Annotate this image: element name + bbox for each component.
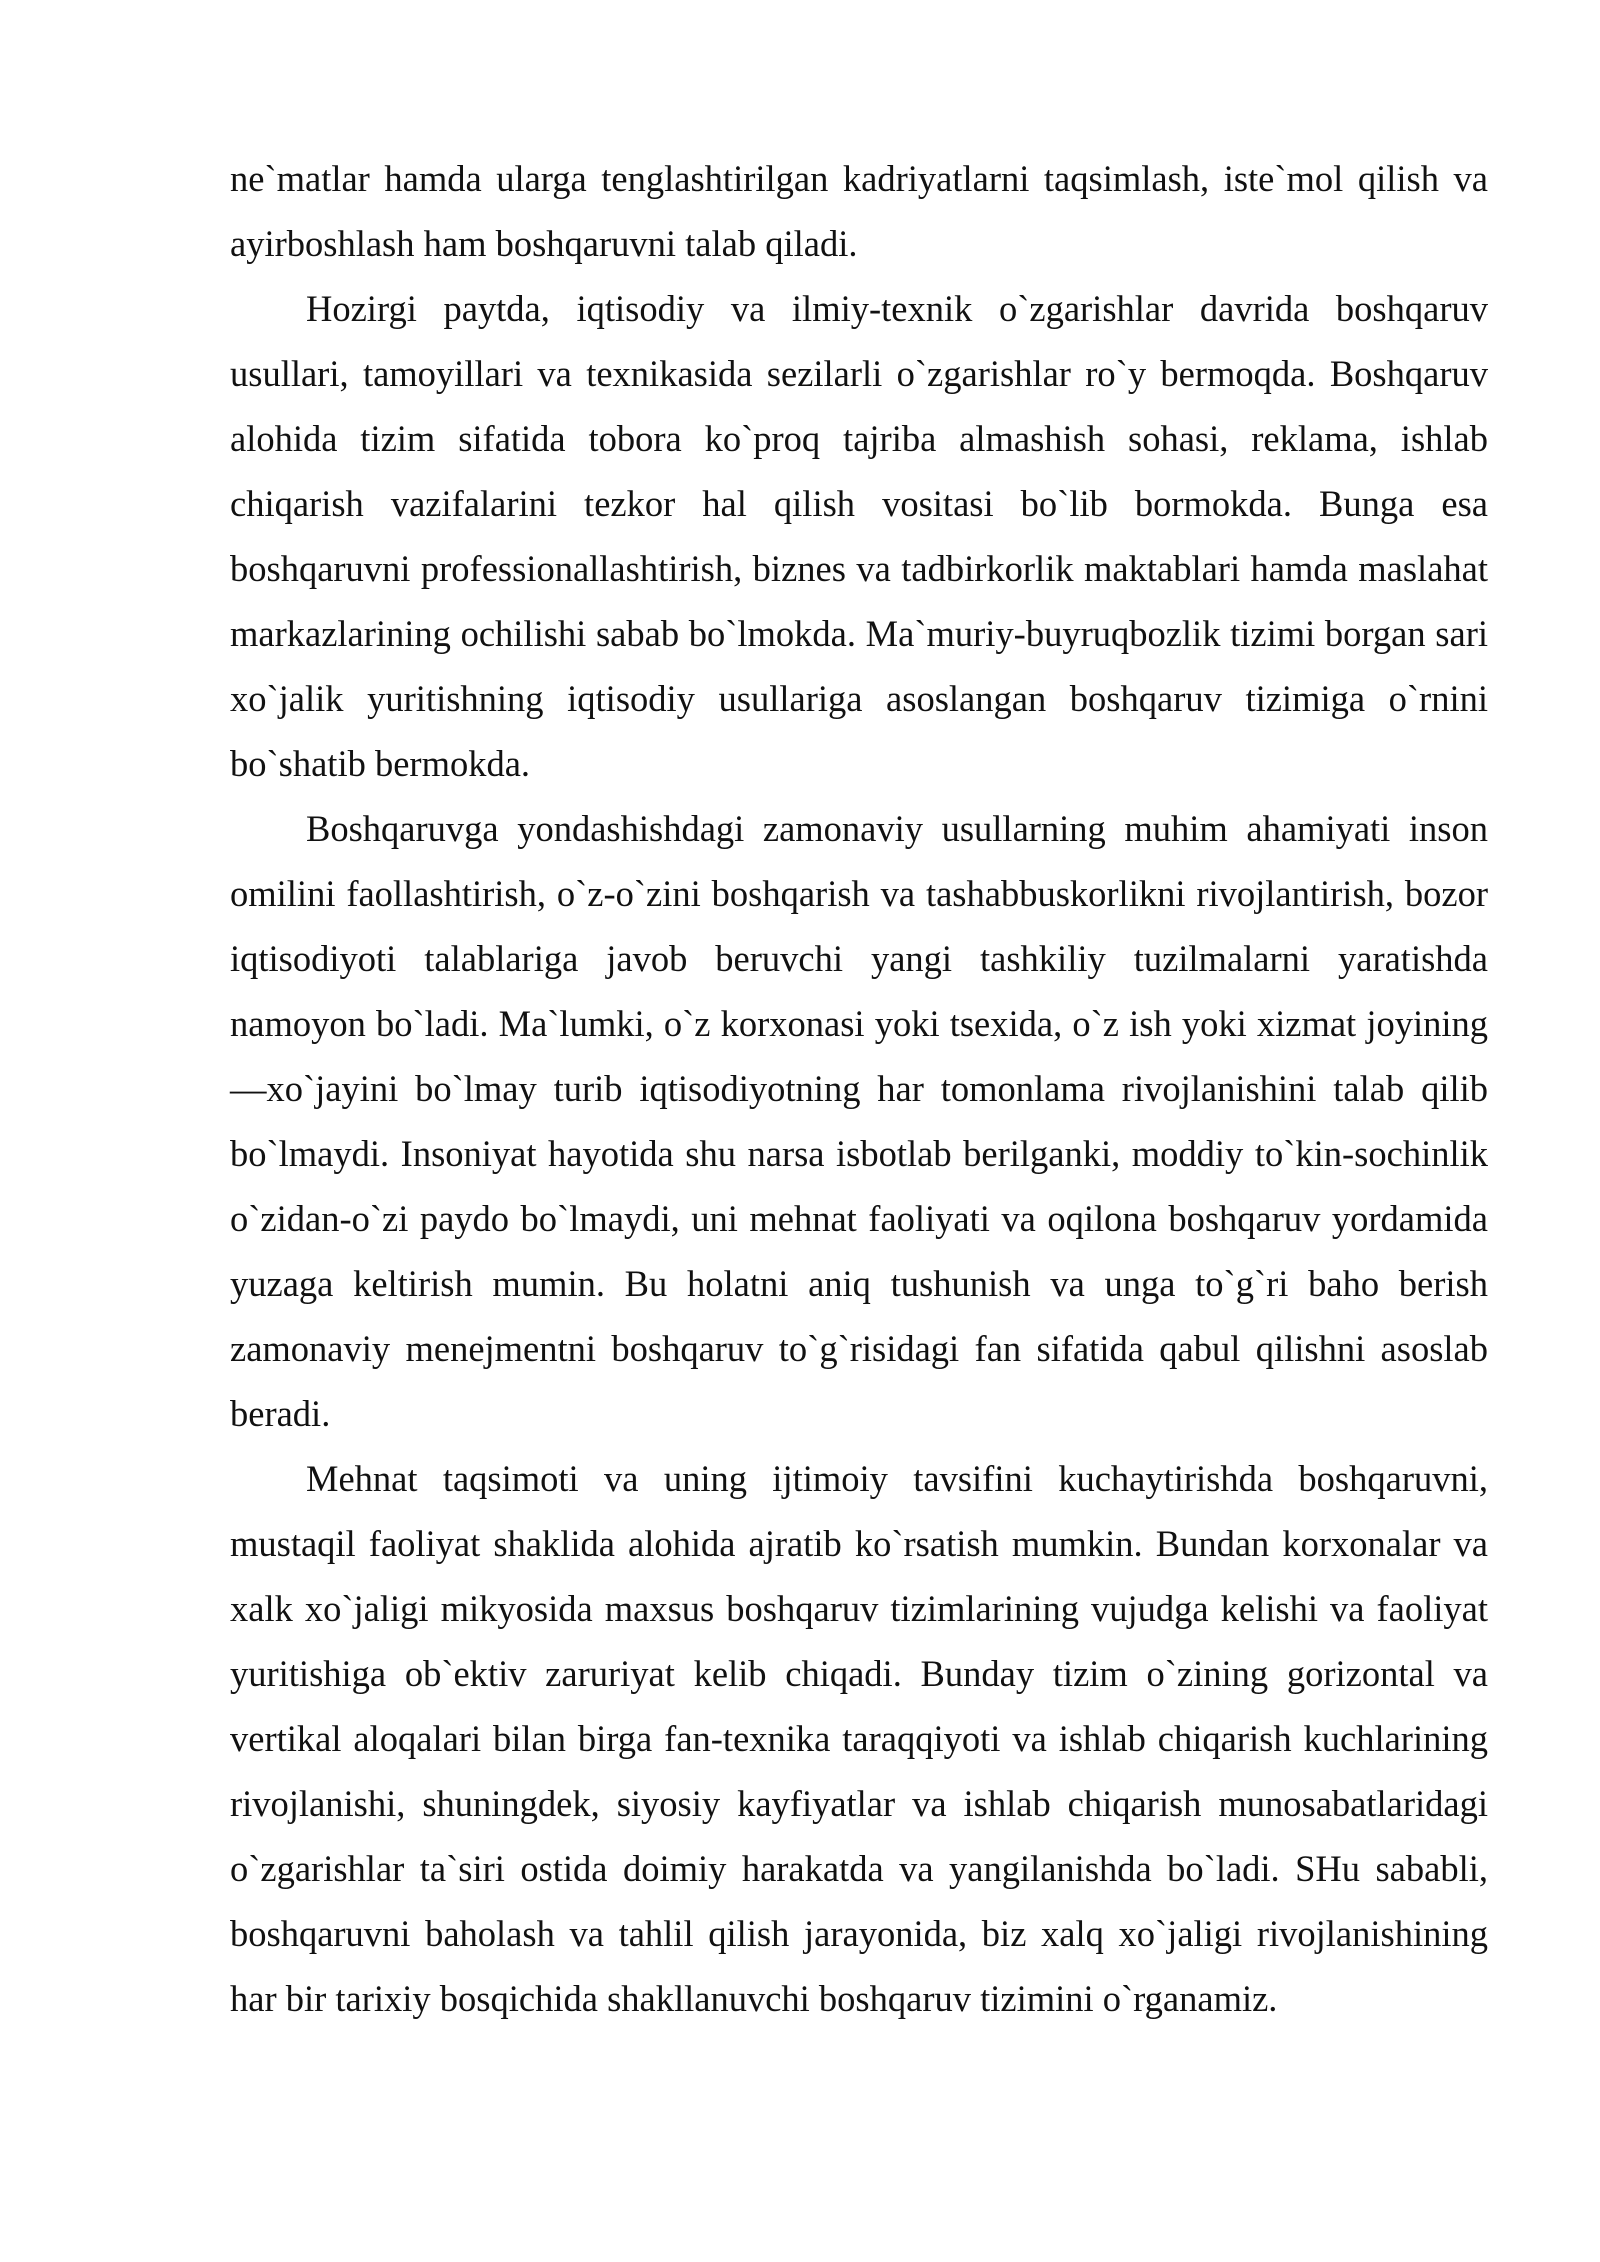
paragraph-modern-approaches: Boshqaruvga yondashishdagi zamonaviy usullarning muhim ahamiyati inson omilini faollashtirish, o`z-o`zini boshqarish va tashabbuskorlikni rivojlantirish, bozor iqtisodiyoti talablariga javob beruvchi yangi tashkiliy tuzilmalarni yaratishda namoyon bo`ladi. Ma`lumki, o`z korxonasi yoki tsexida, o`z ish yoki xizmat joyining —xo`jayini bo`lmay turib iqtisodiyotning har tomonlama rivojlanishini talab qilib bo`lmaydi. Insoniyat hayotida shu narsa isbotlab berilganki, moddiy to`kin-sochinlik o`zidan-o`zi paydo bo`lmaydi, uni mehnat faoliyati va oqilona boshqaruv yordamida yuzaga keltirish mumin. Bu holatni aniq tushunish va unga to`g`ri baho berish zamonaviy menejmentni boshqaruv to`g`risidagi fan sifatida qabul qilishni asoslab beradi. (230, 808, 1488, 1434)
paragraph-division-of-labor: Mehnat taqsimoti va uning ijtimoiy tavsifini kuchaytirishda boshqaruvni, mustaqil faoliyat shaklida alohida ajratib ko`rsatish mumkin. Bundan korxonalar va xalk xo`jaligi mikyosida maxsus boshqaruv tizimlarining vujudga kelishi va faoliyat yuritishiga ob`ektiv zaruriyat kelib chiqadi. Bunday tizim o`zining gorizontal va vertikal aloqalari bilan birga fan-texnika taraqqiyoti va ishlab chiqarish kuchlarining rivojlanishi, shuningdek, siyosiy kayfiyatlar va ishlab chiqarish munosabatlaridagi o`zgarishlar ta`siri ostida doimiy harakatda va yangilanishda bo`ladi. SHu sababli, boshqaruvni baholash va tahlil qilish jarayonida, biz xalq xo`jaligi rivojlanishining har bir tarixiy bosqichida shakllanuvchi boshqaruv tizimini o`rganamiz. (230, 1458, 1488, 2019)
paragraph-management-changes: Hozirgi paytda, iqtisodiy va ilmiy-texnik o`zgarishlar davrida boshqaruv usullari, tamoyillari va texnikasida sezilarli o`zgarishlar ro`y bermoqda. Boshqaruv alohida tizim sifatida tobora ko`proq tajriba almashish sohasi, reklama, ishlab chiqarish vazifalarini tezkor hal qilish vositasi bo`lib bormokda. Bunga esa boshqaruvni professionallashtirish, biznes va tadbirkorlik maktablari hamda maslahat markazlarining ochilishi sabab bo`lmokda. Ma`muriy-buyruqbozlik tizimi borgan sari xo`jalik yuritishning iqtisodiy usullariga asoslangan boshqaruv tizimiga o`rnini bo`shatib bermokda. (230, 288, 1488, 784)
document-body (230, 146, 1488, 2031)
paragraph-continued: ne`matlar hamda ularga tenglashtirilgan kadriyatlarni taqsimlash, iste`mol qilish va ayirboshlash ham boshqaruvni talab qiladi. (230, 158, 1488, 264)
